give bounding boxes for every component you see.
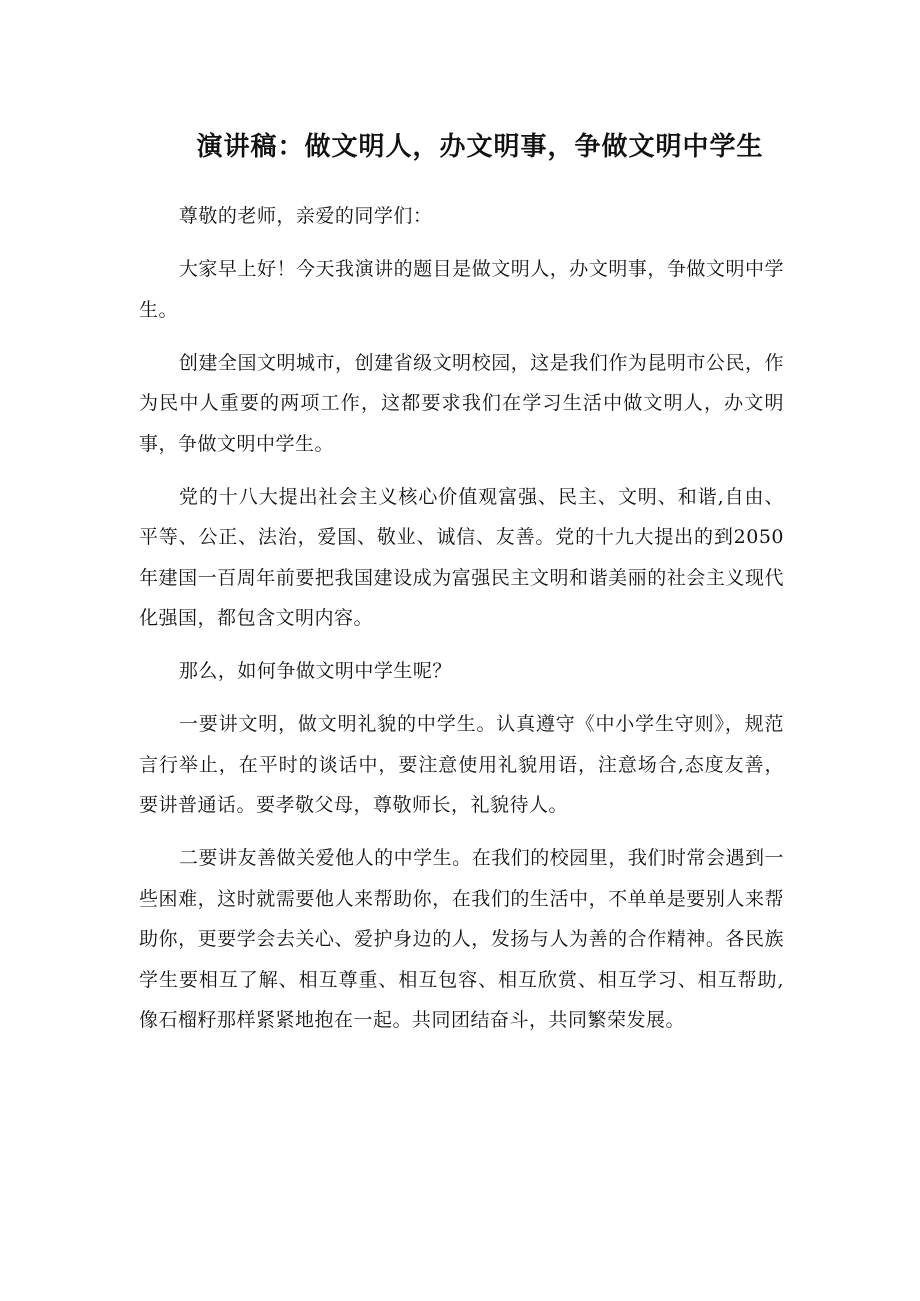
- paragraph-core-values: 党的十八大提出社会主义核心价值观富强、民主、文明、和谐,自由、平等、公正、法治，爱国、敬业、诚信、友善。党的十九大提出的到2050年建国一百周年前要把我国建设成为富强民主文明和谐美丽的社会主义现代化强国，都包含文明内容。: [139, 485, 784, 629]
- paragraph-civilized-city: 创建全国文明城市，创建省级文明校园，这是我们作为昆明市公民，作为民中人重要的两项工作，这都要求我们在学习生活中做文明人，办文明事，争做文明中学生。: [139, 351, 784, 455]
- paragraph-point-one: 一要讲文明，做文明礼貌的中学生。认真遵守《中小学生守则》，规范言行举止，在平时的谈话中，要注意使用礼貌用语，注意场合,态度友善，要讲普通话。要孝敬父母，尊敬师长，礼貌待人。: [139, 713, 784, 816]
- document-title: 演讲稿：做文明人，办文明事，争做文明中学生: [196, 132, 764, 162]
- paragraph-point-two: 二要讲友善做关爱他人的中学生。在我们的校园里，我们时常会遇到一些困难，这时就需要他人来帮助你，在我们的生活中，不单单是要别人来帮助你，更要学会去关心、爱护身边的人，发扬与人为善的合作精神。各民族学生要相互了解、相互尊重、相互包容、相互欣赏、相互学习、相互帮助,像石榴籽那样紧紧地抱在一起。共同团结奋斗，共同繁荣发展。: [139, 847, 784, 1031]
- paragraph-opening: 大家早上好！今天我演讲的题目是做文明人，办文明事，争做文明中学生。: [139, 258, 784, 321]
- document-body: [139, 196, 784, 1053]
- paragraph-question: 那么，如何争做文明中学生呢？: [178, 660, 452, 682]
- paragraph-greeting: 尊敬的老师，亲爱的同学们：: [178, 205, 433, 227]
